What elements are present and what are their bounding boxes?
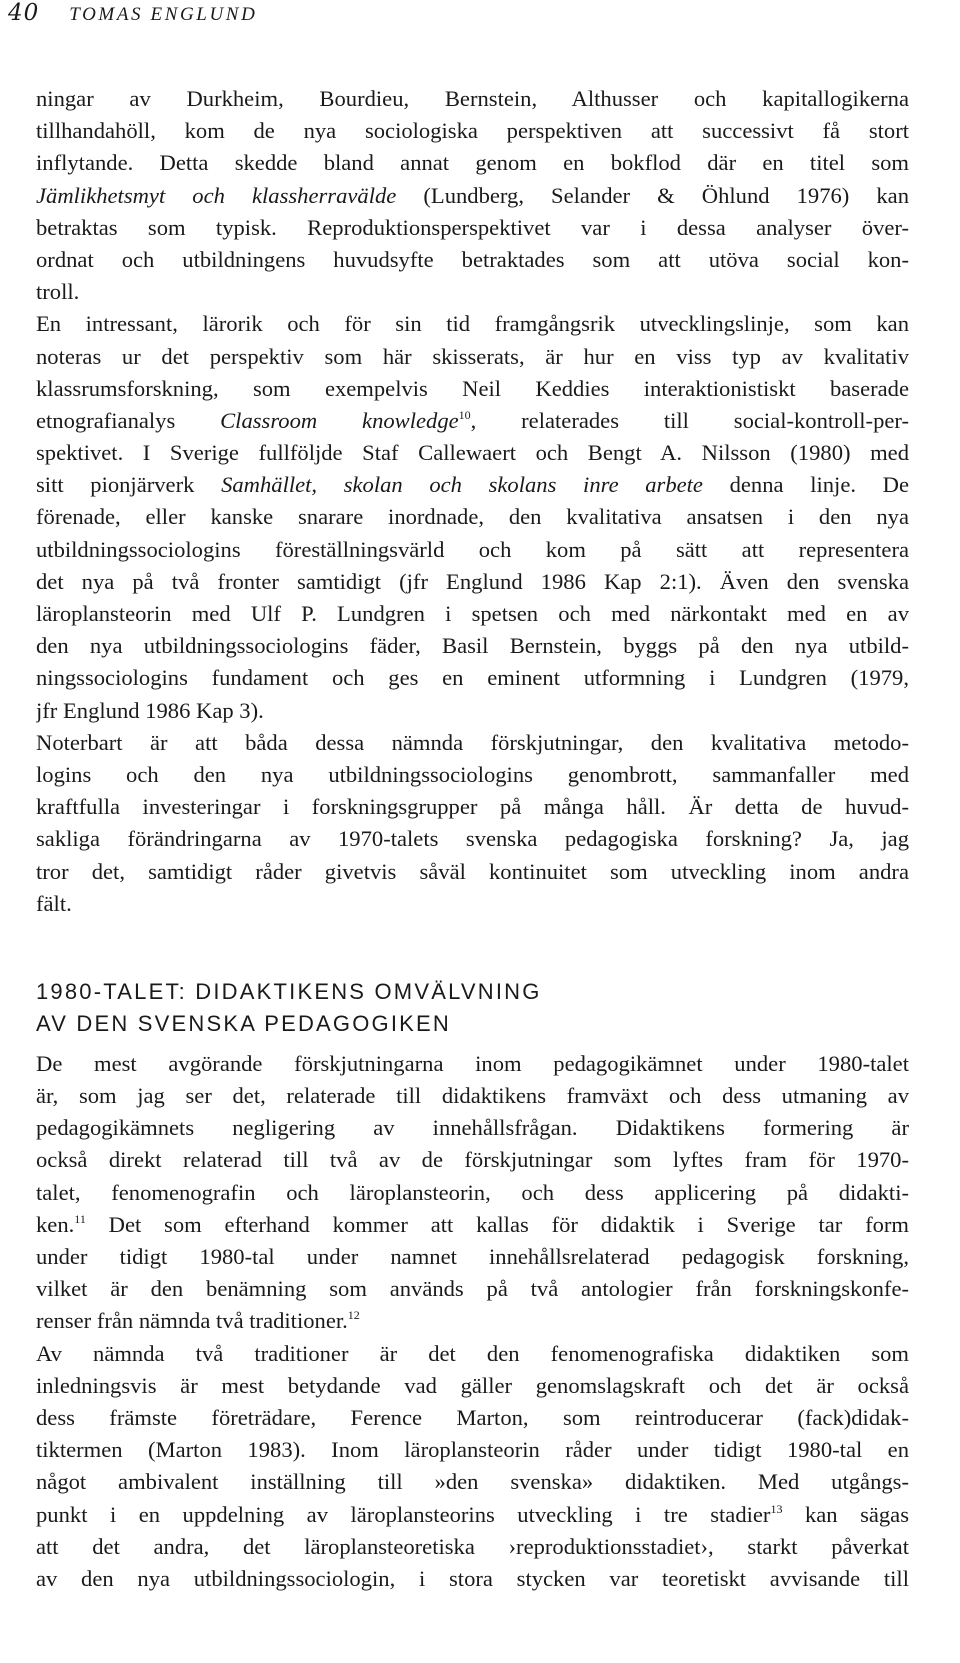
text-line: att det andra, det läroplansteoretiska ›reproduktionsstadiet›, starkt påverkat — [36, 1533, 909, 1559]
text-run: ken. — [36, 1211, 75, 1237]
text-line: kraftfulla investeringar i forskningsgrupper på många håll. Är detta de huvud- — [36, 794, 909, 820]
book-title: Jämlikhetsmyt och klassherravälde — [36, 182, 397, 208]
text-line: klassrumsforskning, som exempelvis Neil Keddies interaktionistiskt baserade — [36, 375, 909, 401]
text-line: tiktermen (Marton 1983). Inom läroplansteorin råder under tidigt 1980-tal en — [36, 1437, 909, 1463]
text-line: av den nya utbildningssociologin, i stora stycken var teoretiskt avvisande till — [36, 1565, 909, 1591]
spacer — [36, 1040, 909, 1048]
text-line: spektivet. I Sverige fullföljde Staf Callewaert och Bengt A. Nilsson (1980) med — [36, 440, 909, 466]
paragraph — [36, 727, 909, 920]
text-line: förenade, eller kanske snarare inordnade, den kvalitativa ansatsen i den nya — [36, 504, 909, 530]
text-run: punkt i en uppdelning av läroplansteorins utveckling i tre stadier — [36, 1501, 771, 1527]
text-line: inflytande. Detta skedde bland annat genom en bokflod där en titel som — [36, 150, 909, 176]
text-line — [36, 405, 909, 437]
text-line: sakliga förändringarna av 1970-talets svenska pedagogiska forskning? Ja, jag — [36, 826, 909, 852]
running-head-author: TOMAS ENGLUND — [69, 4, 258, 25]
text-line: pedagogikämnets negligering av innehållsfrågan. Didaktikens formering är — [36, 1115, 909, 1141]
text-line: läroplansteorin med Ulf P. Lundgren i spetsen och med närkontakt med en av — [36, 601, 909, 627]
text-line: En intressant, lärorik och för sin tid framgångsrik utvecklingslinje, som kan — [36, 311, 909, 337]
spacer — [36, 920, 909, 948]
paragraph — [36, 308, 909, 726]
text-line: betraktas som typisk. Reproduktionsperspektivet var i dessa analyser över- — [36, 214, 909, 240]
text-line: också direkt relaterad till två av de förskjutningar som lyftes fram för 1970- — [36, 1147, 909, 1173]
text-line: utbildningssociologins föreställningsvärld och kom på sätt att representera — [36, 536, 909, 562]
text-line: noteras ur det perspektiv som här skisserats, är hur en viss typ av kvalitativ — [36, 343, 909, 369]
text-line: det nya på två fronter samtidigt (jfr Englund 1986 Kap 2:1). Även den svenska — [36, 568, 909, 594]
paragraph — [36, 83, 909, 308]
running-head — [8, 0, 257, 36]
body-text — [36, 83, 909, 1595]
text-line — [36, 1499, 909, 1531]
text-line: är, som jag ser det, relaterade till didaktikens framväxt och dess utmaning av — [36, 1083, 909, 1109]
text-line: Noterbart är att båda dessa nämnda förskjutningar, den kvalitativa metodo- — [36, 729, 909, 755]
text-line — [36, 1305, 909, 1337]
text-line: Av nämnda två traditioner är det den fenomenografiska didaktiken som — [36, 1340, 909, 1366]
section-heading-line: 1980-TALET: DIDAKTIKENS OMVÄLVNING — [36, 978, 542, 1004]
spacer — [36, 948, 909, 976]
section-heading-line: AV DEN SVENSKA PEDAGOGIKEN — [36, 1010, 452, 1036]
text-line: tillhandahöll, kom de nya sociologiska perspektiven att successivt få stort — [36, 118, 909, 144]
section-heading — [36, 976, 909, 1040]
footnote-ref: 13 — [770, 1501, 783, 1516]
text-run: Det som efterhand kommer att kallas för didaktik i Sverige tar form — [85, 1211, 909, 1237]
text-line: troll. — [36, 279, 80, 305]
text-line: ordnat och utbildningens huvudsyfte betraktades som att utöva social kon- — [36, 246, 909, 272]
text-line: vilket är den benämning som används på två antologier från forskningskonfe- — [36, 1276, 909, 1302]
text-line: logins och den nya utbildningssociologins genombrott, sammanfaller med — [36, 761, 909, 787]
text-line: ningssociologins fundament och ges en eminent utformning i Lundgren (1979, — [36, 665, 909, 691]
book-title: Classroom knowledge — [220, 407, 459, 433]
text-line: inledningsvis är mest betydande vad gäller genomslagskraft och det är också — [36, 1372, 909, 1398]
text-run: kan sägas — [782, 1501, 909, 1527]
book-title: Samhället, skolan och skolans inre arbete — [221, 472, 703, 498]
text-line: under tidigt 1980-tal under namnet innehållsrelaterad pedagogisk forskning, — [36, 1244, 909, 1270]
text-run: , relaterades till social-kontroll-per- — [470, 407, 909, 433]
text-run: (Lundberg, Selander & Öhlund 1976) kan — [396, 182, 909, 208]
text-line — [36, 469, 909, 501]
paragraph — [36, 1048, 909, 1338]
text-line: tror det, samtidigt råder givetvis såväl kontinuitet som utveckling inom andra — [36, 858, 909, 884]
text-line: något ambivalent inställning till »den svenska» didaktiken. Med utgångs- — [36, 1469, 909, 1495]
text-line — [36, 1209, 909, 1241]
text-line: jfr Englund 1986 Kap 3). — [36, 697, 264, 723]
text-run: sitt pionjärverk — [36, 472, 222, 498]
text-line: De mest avgörande förskjutningarna inom pedagogikämnet under 1980-talet — [36, 1050, 909, 1076]
text-line: talet, fenomenografin och läroplansteorin, och dess applicering på didakti- — [36, 1179, 909, 1205]
text-line: ningar av Durkheim, Bourdieu, Bernstein, Althusser och kapitallogikerna — [36, 86, 909, 111]
text-run: renser från nämnda två traditioner. — [36, 1308, 348, 1334]
text-line: den nya utbildningssociologins fäder, Basil Bernstein, byggs på den nya utbild- — [36, 633, 909, 659]
text-line — [36, 180, 909, 212]
text-run: etnografianalys — [36, 407, 221, 433]
footnote-ref: 10 — [458, 407, 471, 422]
footnote-ref: 12 — [347, 1308, 360, 1323]
paragraph — [36, 1338, 909, 1596]
text-line: dess främste företrädare, Ference Marton, som reintroducerar (fack)didak- — [36, 1405, 909, 1430]
text-run: denna linje. De — [702, 472, 909, 498]
footnote-ref: 11 — [74, 1211, 86, 1226]
text-line: fält. — [36, 890, 72, 916]
page-number: 40 — [8, 0, 40, 26]
